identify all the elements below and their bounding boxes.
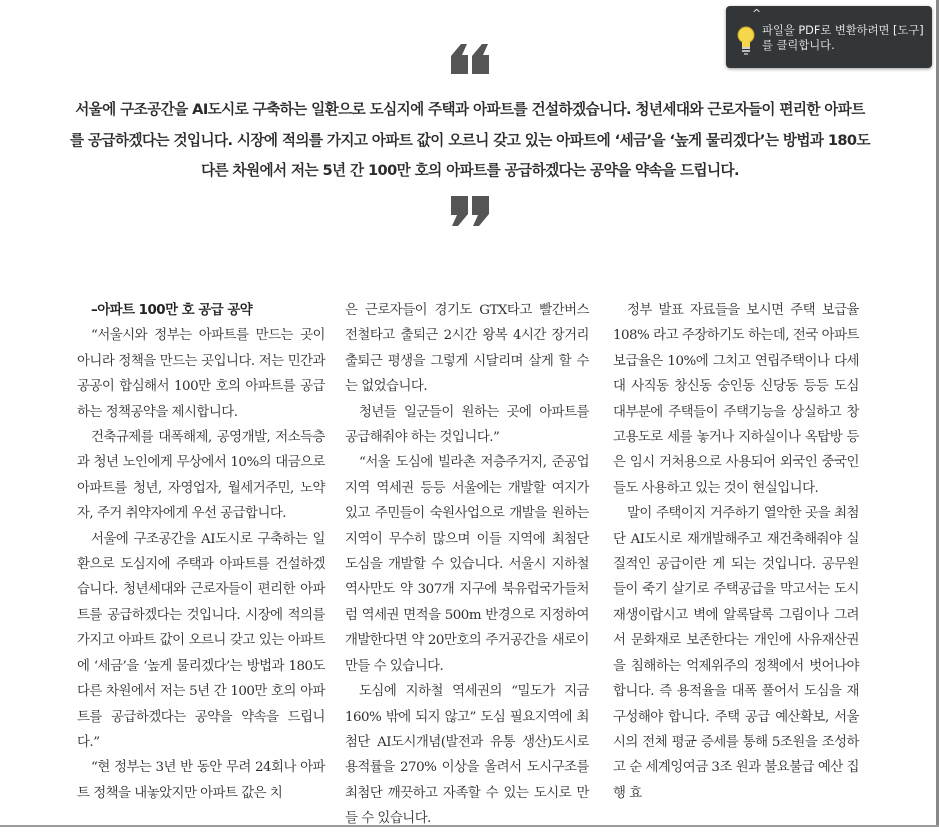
close-quote-icon bbox=[0, 196, 939, 226]
chevron-up-icon[interactable]: ^ bbox=[752, 7, 762, 20]
paragraph: 청년들 일군들이 원하는 곳에 아파트를 공급해줘야 하는 것입니다.” bbox=[345, 404, 589, 446]
article-column-3 bbox=[613, 298, 859, 806]
paragraph: 건축규제를 대폭해제, 공영개발, 저소득층과 청년 노인에게 무상에서 10%의 대금으로 아파트를 청년, 자영업자, 월세거주민, 노약자, 주거 취약자에게 우선 공급합니다. bbox=[77, 430, 325, 522]
paragraph: “서울시와 정부는 아파트를 만드는 곳이 아니라 정책을 만드는 곳입니다. 저는 민간과 공공이 합심해서 100만 호의 아파트를 공급하는 정책공약을 제시합니다. bbox=[77, 328, 325, 420]
section-heading: –아파트 100만 호 공급 공약 bbox=[91, 303, 253, 318]
paragraph: “현 정부는 3년 반 동안 무려 24회나 아파트 정책을 내놓았지만 아파트 값은 치 bbox=[77, 760, 325, 801]
pdf-convert-tooltip[interactable] bbox=[726, 6, 932, 68]
article-column-1 bbox=[77, 298, 325, 806]
lightbulb-icon bbox=[736, 25, 756, 59]
paragraph: 정부 발표 자료들을 보시면 주택 보급율 108% 라고 주장하기도 하는데, 전국 아파트 보급율은 10%에 그치고 연립주택이나 다세대 사직동 창신동 숭인동 신당동 등등 도심 대부분에 주택들이 주택기능을 상실하고 창고용도로 세를 놓거나 지하실이나 옥탑방 등은 임시 거처용으로 사용되어 외국인 중국인들도 사용하고 있는 것이 현실입니다. bbox=[613, 303, 859, 496]
paragraph: 서울에 구조공간을 AI도시로 구축하는 일환으로 도심지에 주택과 아파트를 건설하겠습니다. 청년세대와 근로자들이 편리한 아파트를 공급하겠다는 것입니다. 시장에 적의를 가지고 아파트 값이 오르니 갖고 있는 아파트에 ‘세금’을 ‘높게 물리겠다’는 방법과 180도 다른 차원에서 저는 5년 간 100만 호의 아파트를 공급하겠다는 공약을 약속을 드립니다.” bbox=[77, 531, 325, 750]
paragraph: 도심에 지하철 역세권의 “밀도가 지금 160% 밖에 되지 않고” 도심 필요지역에 최첨단 AI도시개념(발전과 유통 생산)도시로 용적률을 270% 이상을 올려서 도시구조를 최첨단 깨끗하고 자족할 수 있는 도시로 만들 수 있습니다. bbox=[345, 684, 589, 827]
pull-quote-text: 서울에 구조공간을 AI도시로 구축하는 일환으로 도심지에 주택과 아파트를 건설하겠습니다. 청년세대와 근로자들이 편리한 아파트를 공급하겠다는 것입니다. 시장에 적의를 가지고 아파트 값이 오르니 갖고 있는 아파트에 ‘세금’을 ‘높게 물리겠다’는 방법과 180도 다른 차원에서 저는 5년 간 100만 호의 아파트를 공급하겠다는 공약을 약속을 드립니다. bbox=[70, 101, 870, 179]
article-column-2 bbox=[345, 298, 589, 832]
tooltip-message: 파일을 PDF로 변환하려면 [도구]를 클릭합니다. bbox=[762, 24, 924, 52]
paragraph: 말이 주택이지 거주하기 열악한 곳을 최첨단 AI도시로 재개발해주고 재건축해줘야 실질적인 공급이란 게 되는 것입니다. 공무원들이 죽기 살기로 주택공급을 막고서는 도시재생이랍시고 벽에 알록달록 그림이나 그려서 문화재로 보존한다는 개인에 사유재산권을 침해하는 억제위주의 정책에서 벗어나야 합니다. 즉 용적율을 대폭 풀어서 도심을 재구성해야 합니다. 주택 공급 예산확보, 서울시의 전체 평균 증세를 통해 5조원을 조성하고 순 세계잉여금 3조 원과 불요불급 예산 집행 효 bbox=[613, 506, 859, 801]
paragraph: 은 근로자들이 경기도 GTX타고 빨간버스 전철타고 출퇴근 2시간 왕복 4시간 장거리 출퇴근 평생을 그렇게 시달리며 살게 할 수는 없었습니다. bbox=[345, 303, 589, 395]
paragraph: “서울 도심에 빌라촌 저층주거지, 준공업지역 역세권 등등 서울에는 개발할 여지가 있고 주민들이 숙원사업으로 개발을 원하는 지역이 무수히 많으며 이들 지역에 최첨단 도심을 개발할 수 있습니다. 서울시 지하철역사만도 약 307개 지구에 북유럽국가들처럼 역세권 면적을 500m 반경으로 지정하여 개발한다면 약 20만호의 주거공간을 새로이 만들 수 있습니다. bbox=[345, 455, 589, 674]
